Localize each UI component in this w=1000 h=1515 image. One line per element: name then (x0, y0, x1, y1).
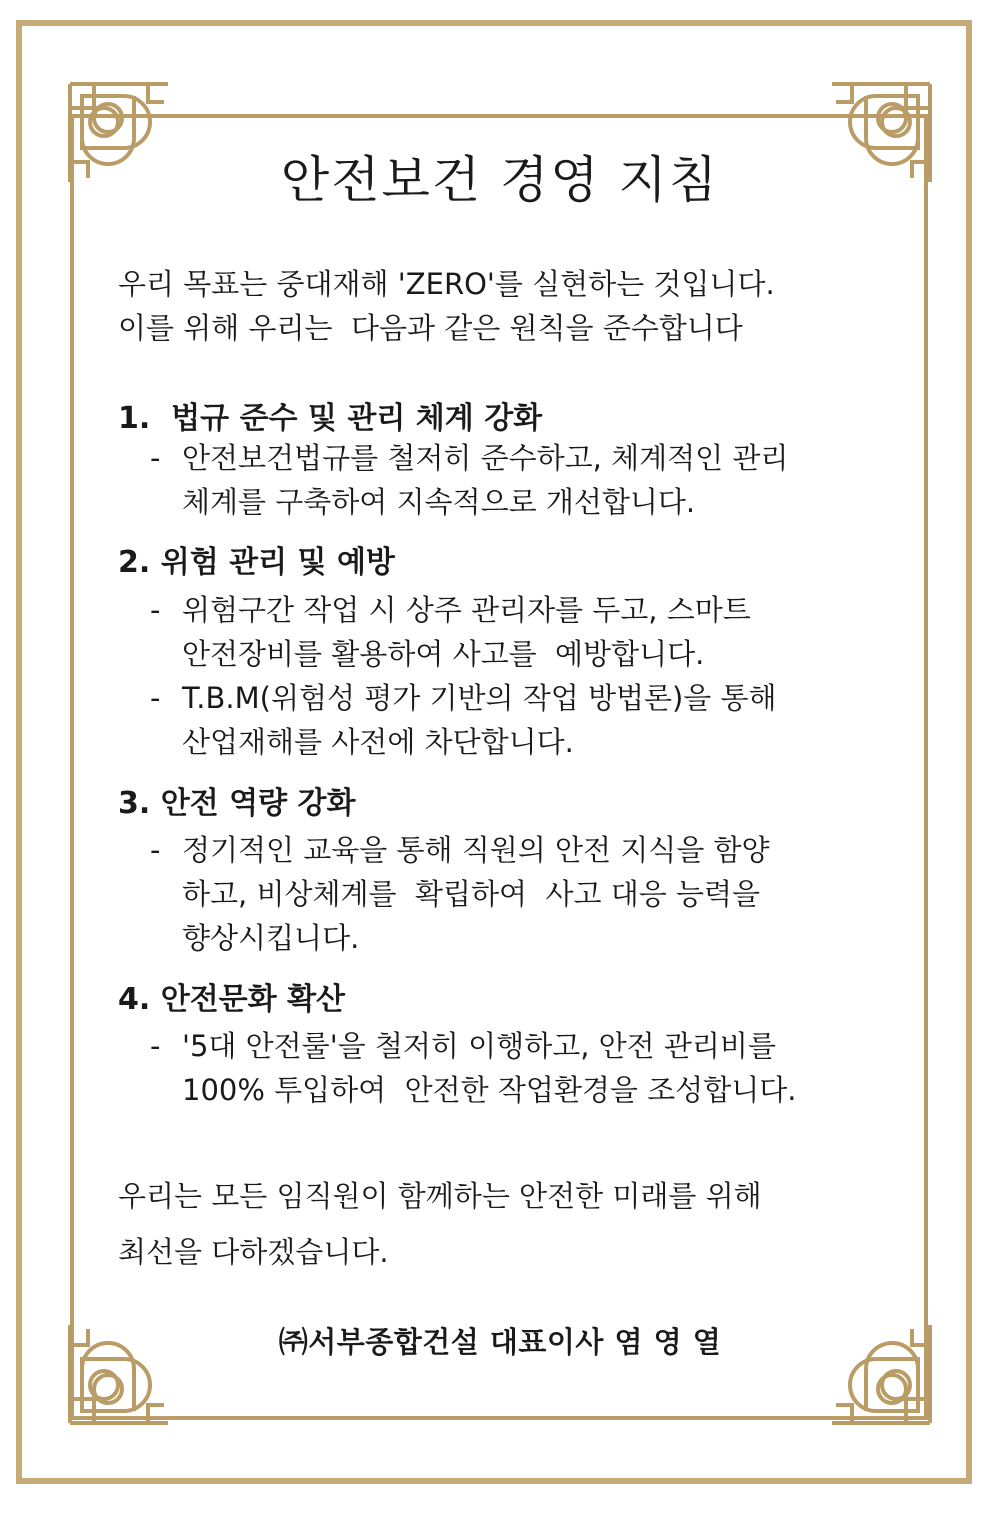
bullet-dash: - (150, 441, 161, 475)
closing-line: 최선을 다하겠습니다. (118, 1235, 389, 1269)
bullet-dash: - (150, 593, 161, 627)
bullet-dash: - (150, 681, 161, 715)
section-4-bullet (150, 1024, 796, 1112)
signature: ㈜서부종합건설 대표이사 염 영 열 (278, 1325, 722, 1359)
bullet-line: 안전보건법규를 철저히 준수하고, 체계적인 관리 (182, 441, 789, 475)
bullet-line: 산업재해를 사전에 차단합니다. (182, 725, 574, 759)
section-2-bullet (150, 676, 777, 764)
bullet-line: 위험구간 작업 시 상주 관리자를 두고, 스마트 (182, 593, 751, 627)
section-heading-1: 1. 법규 준수 및 관리 체계 강화 (118, 401, 543, 436)
closing-line: 우리는 모든 임직원이 함께하는 안전한 미래를 위해 (118, 1179, 762, 1213)
section-heading-4: 4. 안전문화 확산 (118, 982, 346, 1017)
intro-line: 우리 목표는 중대재해 'ZERO'를 실현하는 것입니다. (118, 267, 775, 301)
section-3-bullet (150, 828, 770, 960)
section-heading-3: 3. 안전 역량 강화 (118, 786, 356, 821)
bullet-dash: - (150, 833, 161, 867)
bullet-line: '5대 안전룰'을 철저히 이행하고, 안전 관리비를 (182, 1029, 776, 1063)
bullet-line: 체계를 구축하여 지속적으로 개선합니다. (182, 485, 696, 519)
bullet-line: 정기적인 교육을 통해 직원의 안전 지식을 함양 (182, 833, 770, 867)
section-1-bullet (150, 436, 788, 524)
page-title: 안전보건 경영 지침 (280, 151, 720, 209)
bullet-line: 하고, 비상체계를 확립하여 사고 대응 능력을 (182, 877, 760, 911)
bullet-dash: - (150, 1029, 161, 1063)
intro-paragraph (118, 262, 775, 350)
bullet-line: 안전장비를 활용하여 사고를 예방합니다. (182, 637, 705, 671)
section-2-bullet (150, 588, 751, 676)
bullet-line: 향상시킵니다. (182, 921, 360, 955)
bullet-line: 100% 투입하여 안전한 작업환경을 조성합니다. (182, 1073, 797, 1107)
intro-line: 이를 위해 우리는 다음과 같은 원칙을 준수합니다 (118, 311, 743, 345)
closing-paragraph (118, 1168, 762, 1280)
bullet-line: T.B.M(위험성 평가 기반의 작업 방법론)을 통해 (182, 681, 777, 715)
section-heading-2: 2. 위험 관리 및 예방 (118, 545, 395, 580)
